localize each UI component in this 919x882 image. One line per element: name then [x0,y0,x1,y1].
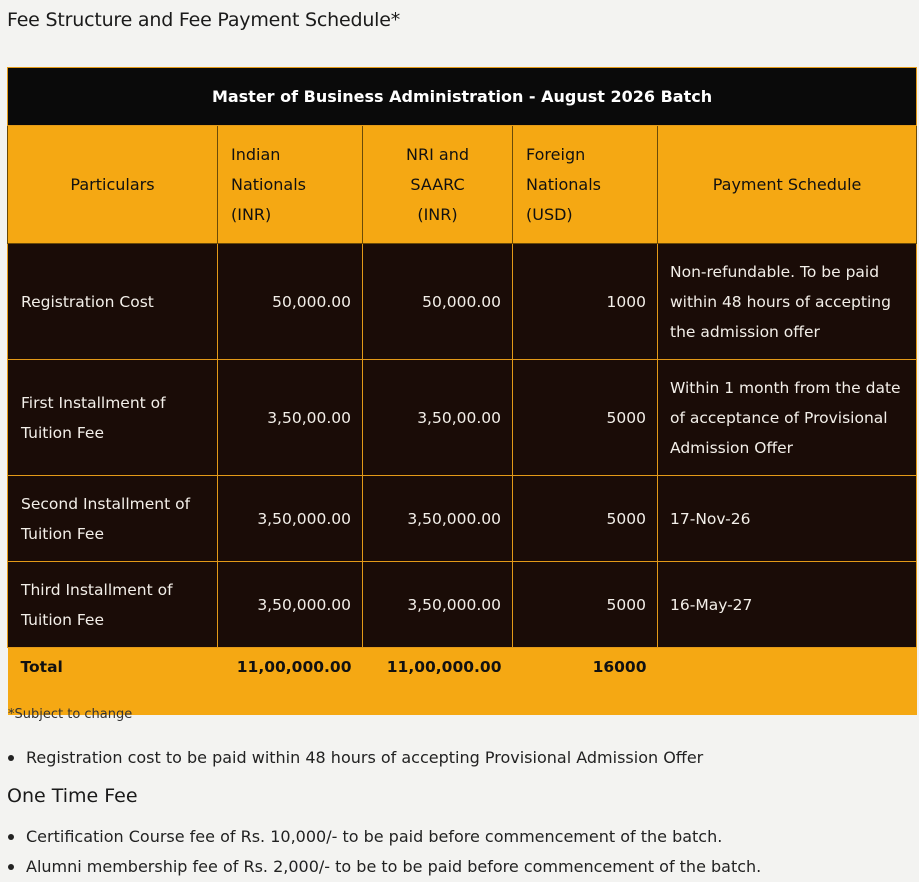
fee-table [7,67,917,715]
cell-foreign: 5000 [513,476,658,562]
list-item-text: Registration cost to be paid within 48 hours of accepting Provisional Admission Offer [26,748,704,767]
cell-foreign: 5000 [513,360,658,476]
one-time-fee-title: One Time Fee [7,785,138,807]
list-item [8,852,761,882]
cell-indian: 50,000.00 [218,244,363,360]
header-line: (USD) [526,204,573,224]
bullet-icon [8,755,14,761]
cell-line: First Installment of [21,393,166,412]
cell-line: Tuition Fee [21,610,105,629]
header-nri-saarc [363,126,513,244]
one-time-fee-list [8,822,761,882]
cell-line: 17-Nov-26 [670,509,751,528]
cell-line: Registration Cost [21,292,154,311]
list-item [8,822,761,852]
cell-schedule [658,562,917,648]
cell-indian: 3,50,00.00 [218,360,363,476]
total-nri: 11,00,000.00 [363,648,513,716]
registration-bullet-list [8,743,703,773]
header-line: (INR) [417,204,458,224]
page-title: Fee Structure and Fee Payment Schedule* [7,9,401,31]
table-banner: Master of Business Administration - August 2026 Batch [8,68,917,126]
cell-nri: 3,50,000.00 [363,562,513,648]
header-foreign-nationals [513,126,658,244]
cell-foreign: 5000 [513,562,658,648]
header-line: Nationals [526,174,602,194]
cell-schedule [658,360,917,476]
table-row [8,562,917,648]
total-schedule [658,648,917,716]
header-indian-nationals [218,126,363,244]
cell-line: Non-refundable. To be paid [670,262,880,281]
list-item [8,743,703,773]
cell-line: 16-May-27 [670,595,753,614]
total-foreign: 16000 [513,648,658,716]
bullet-icon [8,864,14,870]
cell-indian: 3,50,000.00 [218,562,363,648]
cell-line: Third Installment of [21,580,173,599]
cell-nri: 3,50,000.00 [363,476,513,562]
header-line: NRI and [406,144,469,164]
cell-line: Within 1 month from the date [670,378,901,397]
header-particulars: Particulars [8,126,218,244]
list-item-text: Alumni membership fee of Rs. 2,000/- to be to be paid before commencement of the batch. [26,857,762,876]
header-line: SAARC [410,174,465,194]
table-header-row [8,126,917,244]
cell-schedule [658,244,917,360]
cell-line: within 48 hours of accepting [670,292,891,311]
cell-particular [8,360,218,476]
cell-particular [8,476,218,562]
cell-line: of acceptance of Provisional [670,408,888,427]
cell-line: the admission offer [670,322,820,341]
cell-nri: 3,50,00.00 [363,360,513,476]
cell-particular [8,244,218,360]
cell-schedule [658,476,917,562]
cell-line: Second Installment of [21,494,191,513]
table-row [8,476,917,562]
cell-line: Tuition Fee [21,423,105,442]
table-banner-row [8,68,917,126]
cell-foreign: 1000 [513,244,658,360]
subject-to-change-note: *Subject to change [8,707,133,722]
header-line: Nationals [231,174,307,194]
cell-line: Admission Offer [670,438,794,457]
header-line: Indian [231,144,281,164]
table-row [8,244,917,360]
header-line: (INR) [231,204,272,224]
cell-indian: 3,50,000.00 [218,476,363,562]
total-label: Total [8,648,218,716]
table-row [8,360,917,476]
bullet-icon [8,834,14,840]
total-indian: 11,00,000.00 [218,648,363,716]
cell-line: Tuition Fee [21,524,105,543]
list-item-text: Certification Course fee of Rs. 10,000/- to be paid before commencement of the batch. [26,827,723,846]
header-payment-schedule: Payment Schedule [658,126,917,244]
cell-nri: 50,000.00 [363,244,513,360]
cell-particular [8,562,218,648]
header-line: Foreign [526,144,586,164]
table-total-row [8,648,917,716]
